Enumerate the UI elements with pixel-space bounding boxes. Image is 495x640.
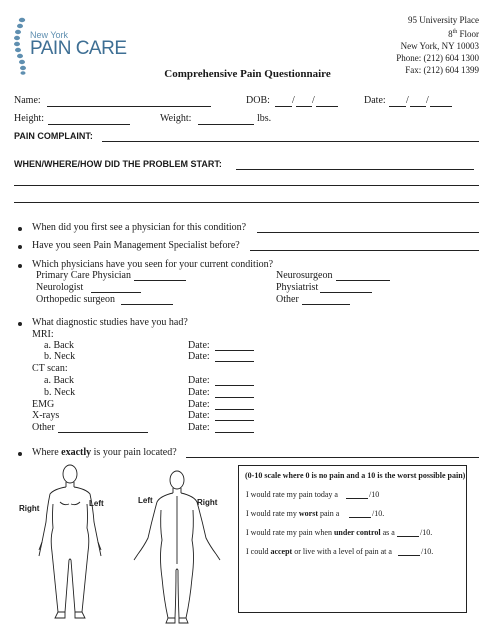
- physician-neurologist: Neurologist: [36, 282, 84, 293]
- date-field-mri-neck[interactable]: [215, 361, 254, 362]
- pain-specialist-field[interactable]: [250, 250, 479, 251]
- weight-label: Weight:: [160, 113, 192, 124]
- bullet-icon: [18, 452, 22, 456]
- question-pain-location: Where exactly is your pain located?: [32, 447, 177, 458]
- diag-mri-back: a. Back: [44, 340, 74, 351]
- address-phone: Phone: (212) 604 1300: [396, 53, 479, 63]
- body-front-diagram[interactable]: [34, 462, 106, 622]
- question-diagnostic-studies: What diagnostic studies have you had?: [32, 317, 188, 328]
- physician-primary-care: Primary Care Physician: [36, 270, 131, 281]
- address-fax: Fax: (212) 604 1399: [405, 65, 479, 75]
- date-field-mri-back[interactable]: [215, 350, 254, 351]
- neurosurgeon-field[interactable]: [336, 280, 390, 281]
- address-street: 95 University Place: [408, 15, 479, 25]
- bullet-icon: [18, 245, 22, 249]
- name-label: Name:: [14, 95, 41, 106]
- date-label: Date:: [364, 95, 386, 106]
- physician-other-field[interactable]: [302, 304, 350, 305]
- scale-today-field[interactable]: [346, 498, 368, 499]
- physician-other: Other: [276, 294, 299, 305]
- scale-controlled: I would rate my pain when under control as a: [246, 528, 395, 537]
- date-label-xrays: Date:: [188, 410, 210, 421]
- scale-controlled-field[interactable]: [397, 536, 419, 537]
- diag-mri-label: MRI:: [32, 329, 54, 340]
- address-city: New York, NY 10003: [400, 41, 479, 51]
- body-back-diagram[interactable]: [132, 468, 222, 626]
- diag-ct-back: a. Back: [44, 375, 74, 386]
- diag-ct-label: CT scan:: [32, 363, 68, 374]
- physician-neurosurgeon: Neurosurgeon: [276, 270, 333, 281]
- date-month-field[interactable]: [389, 106, 406, 107]
- question-pain-specialist: Have you seen Pain Management Specialist before?: [32, 240, 240, 251]
- pain-complaint-label: PAIN COMPLAINT:: [14, 131, 93, 141]
- address-floor: 8th Floor: [448, 29, 479, 39]
- bullet-icon: [18, 227, 22, 231]
- primary-care-field[interactable]: [134, 280, 186, 281]
- scale-worst-end: /10.: [372, 509, 385, 518]
- problem-start-field[interactable]: [236, 169, 474, 170]
- dob-label: DOB:: [246, 95, 270, 106]
- date-label-ct-neck: Date:: [188, 387, 210, 398]
- pain-complaint-field[interactable]: [102, 141, 479, 142]
- scale-today-end: /10: [369, 490, 380, 499]
- height-label: Height:: [14, 113, 44, 124]
- date-field-emg[interactable]: [215, 409, 254, 410]
- question-first-physician: When did you first see a physician for this condition?: [32, 222, 247, 233]
- scale-today: I would rate my pain today a: [246, 490, 338, 499]
- back-left-label: Left: [138, 496, 153, 505]
- diag-emg: EMG: [32, 399, 55, 410]
- diag-other: Other: [32, 422, 55, 433]
- address-block: [396, 14, 479, 76]
- orthopedic-field[interactable]: [121, 304, 173, 305]
- pain-location-field[interactable]: [186, 457, 479, 458]
- bullet-icon: [18, 322, 22, 326]
- name-field[interactable]: [47, 106, 211, 107]
- date-label-emg: Date:: [188, 399, 210, 410]
- diag-mri-neck: b. Neck: [44, 351, 76, 362]
- physiatrist-field[interactable]: [320, 292, 372, 293]
- height-field[interactable]: [48, 124, 130, 125]
- diag-ct-neck: b. Neck: [44, 387, 76, 398]
- scale-worst-field[interactable]: [349, 517, 371, 518]
- first-physician-field[interactable]: [257, 232, 479, 233]
- date-label-other: Date:: [188, 422, 210, 433]
- lbs-label: lbs.: [257, 113, 272, 124]
- physician-orthopedic: Orthopedic surgeon: [36, 294, 115, 305]
- date-year-field[interactable]: [430, 106, 452, 107]
- date-field-other[interactable]: [215, 432, 254, 433]
- scale-worst: I would rate my worst pain a: [246, 509, 340, 518]
- neurologist-field[interactable]: [91, 292, 141, 293]
- date-day-field[interactable]: [410, 106, 426, 107]
- pain-scale-box: [238, 465, 467, 613]
- problem-start-line-2[interactable]: [14, 185, 479, 186]
- problem-start-label: WHEN/WHERE/HOW DID THE PROBLEM START:: [14, 159, 222, 169]
- scale-accept-field[interactable]: [398, 555, 420, 556]
- date-field-ct-neck[interactable]: [215, 397, 254, 398]
- bullet-icon: [18, 264, 22, 268]
- physician-physiatrist: Physiatrist: [276, 282, 319, 293]
- date-field-xrays[interactable]: [215, 420, 254, 421]
- dob-day-field[interactable]: [296, 106, 312, 107]
- date-label-ct-back: Date:: [188, 375, 210, 386]
- scale-header: (0-10 scale where 0 is no pain and a 10 is the worst possible pain): [245, 471, 466, 480]
- page-title: Comprehensive Pain Questionnaire: [164, 68, 331, 80]
- question-physicians-seen: Which physicians have you seen for your current condition?: [32, 259, 274, 270]
- front-left-label: Left: [89, 499, 104, 508]
- back-right-label: Right: [197, 498, 218, 507]
- diag-other-field[interactable]: [58, 432, 148, 433]
- diag-xrays: X-rays: [32, 410, 60, 421]
- front-right-label: Right: [19, 504, 40, 513]
- date-label-mri-back: Date:: [188, 340, 210, 351]
- scale-controlled-end: /10.: [420, 528, 433, 537]
- scale-accept: I could accept or live with a level of pain at a: [246, 547, 392, 556]
- problem-start-line-3[interactable]: [14, 202, 479, 203]
- scale-accept-end: /10.: [421, 547, 434, 556]
- spine-logo-icon: [10, 16, 32, 76]
- weight-field[interactable]: [198, 124, 254, 125]
- logo-line2: PAIN CARE: [30, 38, 127, 59]
- date-label-mri-neck: Date:: [188, 351, 210, 362]
- dob-month-field[interactable]: [275, 106, 292, 107]
- date-field-ct-back[interactable]: [215, 385, 254, 386]
- dob-year-field[interactable]: [316, 106, 338, 107]
- logo-line1: New York: [30, 30, 69, 40]
